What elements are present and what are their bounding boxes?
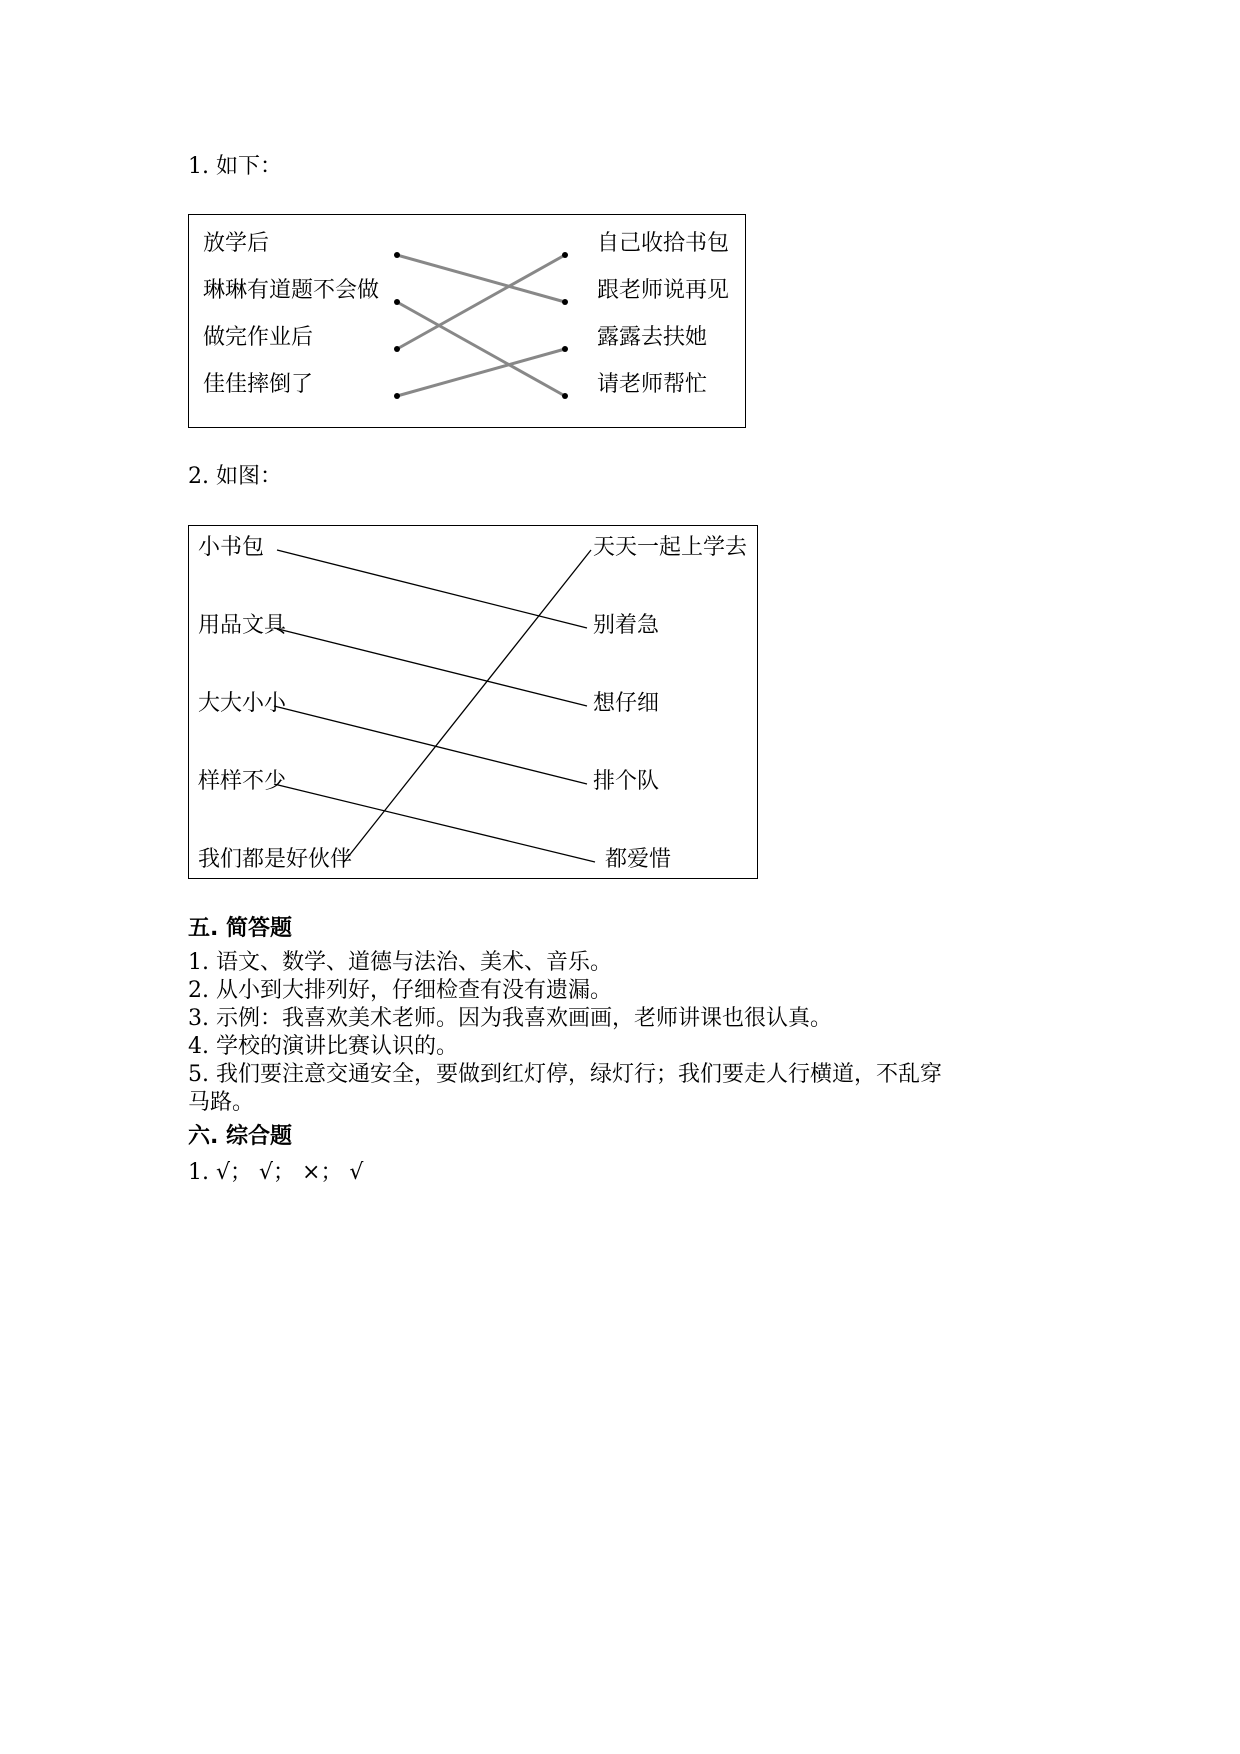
q1-right-item: 露露去扶她: [597, 325, 708, 350]
q1-left-item: 琳琳有道题不会做: [203, 278, 380, 303]
q2-matching-box: [188, 525, 758, 879]
q1-connector-dot: [394, 393, 400, 399]
q1-matching-box: [188, 214, 746, 428]
q2-connector-line: [274, 628, 587, 706]
q1-connector-line: [397, 349, 565, 396]
q1-connector-dot: [562, 252, 568, 258]
q1-connector-dot: [562, 393, 568, 399]
section6-answer: 1. √； √； ×； √: [188, 1160, 364, 1185]
q1-left-item: 放学后: [203, 231, 270, 256]
q2-right-item: 天天一起上学去: [593, 535, 748, 560]
section5-title: 五. 简答题: [188, 916, 293, 941]
q2-left-item: 用品文具: [198, 613, 287, 638]
q2-right-item: 想仔细: [593, 691, 660, 716]
q1-left-item: 佳佳摔倒了: [203, 372, 314, 397]
section5-answer-continued: 马路。: [188, 1090, 255, 1115]
q2-left-item: 大大小小: [198, 691, 287, 716]
q2-connector-line: [344, 550, 591, 862]
q1-right-item: 自己收拾书包: [597, 231, 730, 256]
q2-left-item: 我们都是好伙伴: [198, 847, 353, 872]
q2-label: 2. 如图：: [188, 464, 282, 489]
q1-connector-line: [397, 302, 565, 396]
q1-connector-line: [397, 255, 565, 302]
q2-left-item: 小书包: [198, 535, 265, 560]
q1-connector-dot: [562, 346, 568, 352]
q2-right-item: 排个队: [593, 769, 660, 794]
q2-right-item: 别着急: [593, 613, 660, 638]
q2-connector-line: [277, 550, 587, 628]
q2-right-item: 都爱惜: [605, 847, 672, 872]
q1-right-item: 跟老师说再见: [597, 278, 730, 303]
q1-connector-line: [397, 255, 565, 349]
q1-connector-dot: [394, 346, 400, 352]
q2-connector-line: [274, 706, 587, 784]
q1-connector-dot: [394, 299, 400, 305]
q1-connector-dot: [562, 299, 568, 305]
section5-answer: 1. 语文、数学、道德与法治、美术、音乐。: [188, 950, 612, 975]
q1-left-item: 做完作业后: [203, 325, 314, 350]
q1-connector-dot: [394, 252, 400, 258]
section5-answer: 5. 我们要注意交通安全，要做到红灯停，绿灯行；我们要走人行横道，不乱穿: [188, 1062, 942, 1087]
section5-answer: 2. 从小到大排列好，仔细检查有没有遗漏。: [188, 978, 612, 1003]
q1-right-item: 请老师帮忙: [597, 372, 708, 397]
q1-label: 1. 如下：: [188, 154, 282, 179]
section6-title: 六. 综合题: [188, 1124, 293, 1149]
section5-answer: 3. 示例：我喜欢美术老师。因为我喜欢画画，老师讲课也很认真。: [188, 1006, 832, 1031]
section5-answer: 4. 学校的演讲比赛认识的。: [188, 1034, 458, 1059]
q2-left-item: 样样不少: [198, 769, 287, 794]
